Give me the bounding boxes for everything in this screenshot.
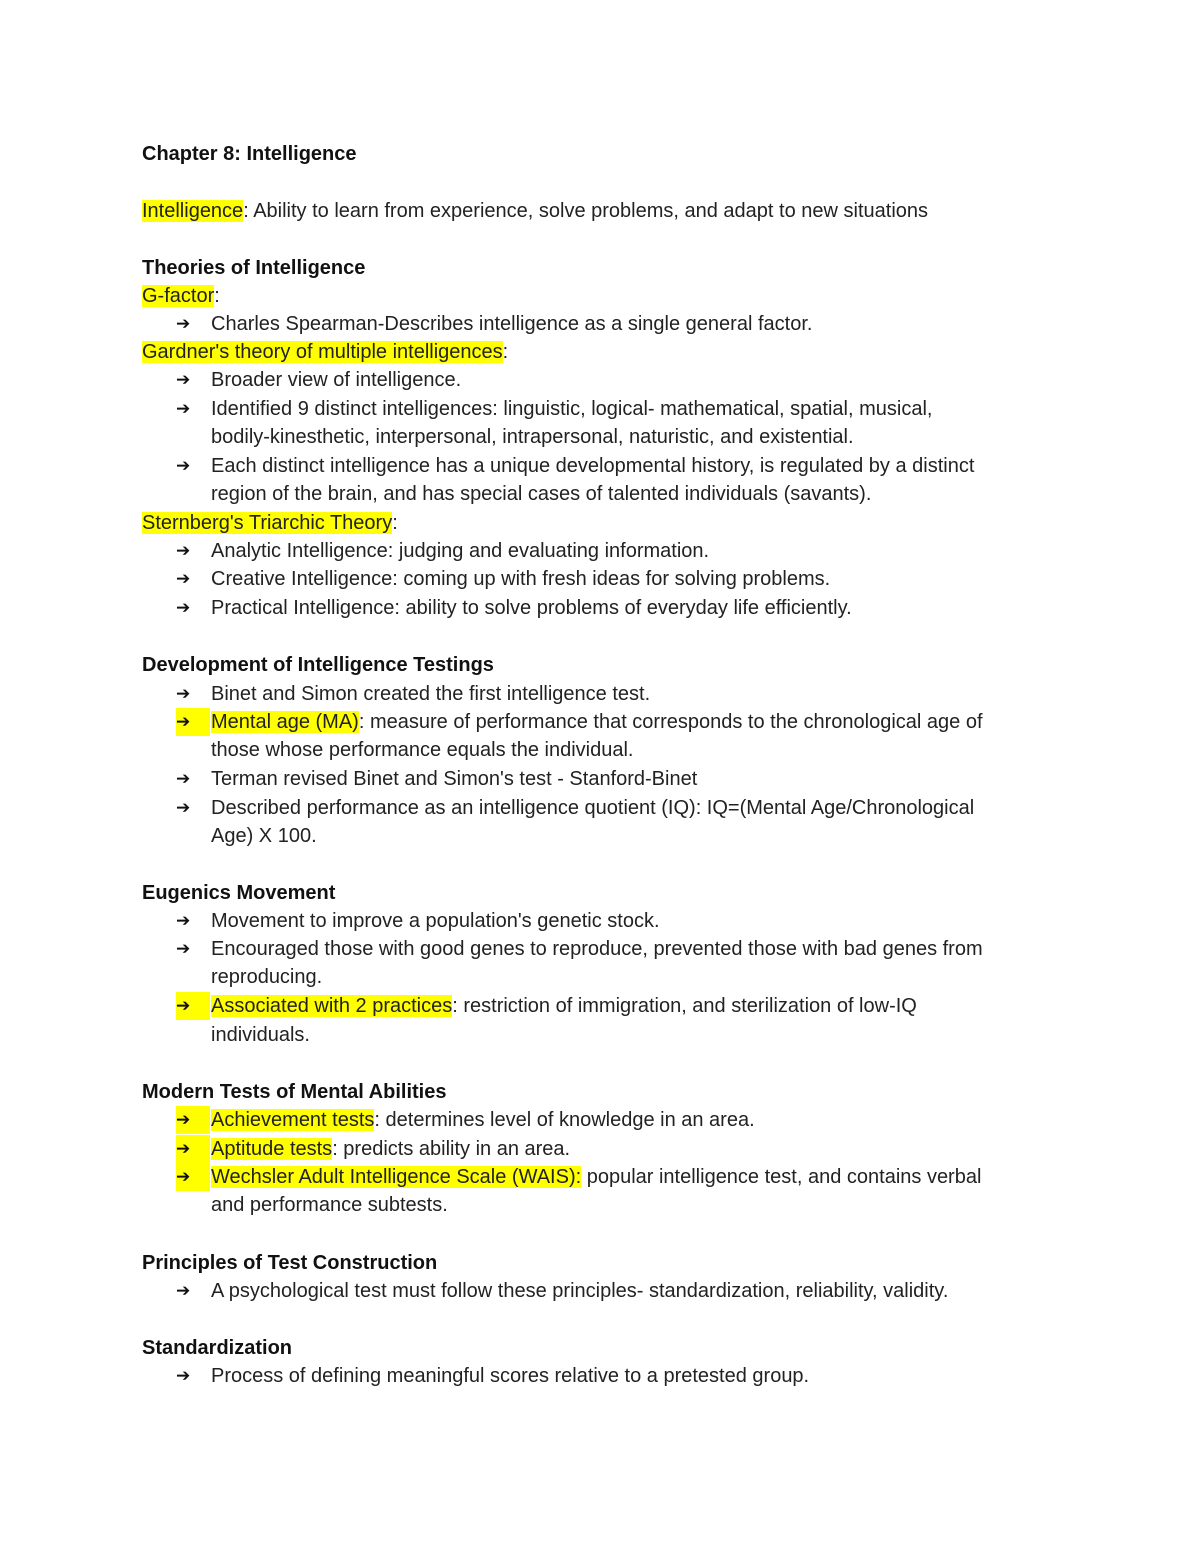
bullet-text: Analytic Intelligence: judging and evaluating information. [211, 540, 710, 562]
section-heading-principles: Principles of Test Construction [142, 1252, 438, 1274]
bullet-text: Encouraged those with good genes to reproduce, prevented those with bad genes from [211, 938, 983, 960]
bullet-text-rest: : determines level of knowledge in an area. [374, 1109, 755, 1131]
section-heading-standardization: Standardization [142, 1337, 293, 1359]
definition-text: Ability to learn from experience, solve problems, and adapt to new situations [248, 200, 929, 222]
arrow-bullet-icon: ➔ [176, 598, 191, 617]
arrow-bullet-icon: ➔ [176, 1366, 191, 1385]
separator: : [502, 341, 509, 363]
arrow-bullet-icon: ➔ [176, 1163, 210, 1191]
bullet-text-rest: popular intelligence test, and contains verbal [581, 1166, 982, 1188]
bullet-text-continued: and performance subtests. [211, 1194, 448, 1216]
bullet-text [211, 1135, 570, 1163]
bullet-text: Described performance as an intelligence quotient (IQ): IQ=(Mental Age/Chronological [211, 797, 975, 819]
bullet-text: Practical Intelligence: ability to solve problems of everyday life efficiently. [211, 597, 852, 619]
bullet-text-continued: Age) X 100. [211, 825, 317, 847]
chapter-title: Chapter 8: Intelligence [142, 143, 357, 165]
bullet-text: Charles Spearman-Describes intelligence as a single general factor. [211, 313, 813, 335]
bullet-text [211, 1106, 755, 1134]
bullet-text-continued: reproducing. [211, 966, 323, 988]
section-heading-eugenics: Eugenics Movement [142, 882, 336, 904]
arrow-bullet-icon: ➔ [176, 569, 191, 588]
highlighted-term: Wechsler Adult Intelligence Scale (WAIS): [211, 1166, 582, 1188]
arrow-bullet-icon: ➔ [176, 992, 210, 1020]
bullet-text-continued: region of the brain, and has special cases of talented individuals (savants). [211, 483, 872, 505]
highlighted-term: Intelligence [142, 200, 244, 222]
section-heading-modern-tests: Modern Tests of Mental Abilities [142, 1081, 447, 1103]
bullet-text: Creative Intelligence: coming up with fresh ideas for solving problems. [211, 568, 831, 590]
arrow-bullet-icon: ➔ [176, 456, 191, 475]
separator: : [243, 200, 249, 222]
separator: : [392, 512, 398, 534]
arrow-bullet-icon: ➔ [176, 684, 191, 703]
arrow-bullet-icon: ➔ [176, 1281, 191, 1300]
bullet-text [211, 1163, 981, 1191]
bullet-text: Identified 9 distinct intelligences: linguistic, logical- mathematical, spatial, musical, [211, 398, 933, 420]
arrow-bullet-icon: ➔ [176, 1135, 210, 1163]
highlighted-term: G-factor [142, 285, 215, 307]
bullet-text-continued: those whose performance equals the individual. [211, 739, 634, 761]
arrow-bullet-icon: ➔ [176, 1106, 210, 1134]
arrow-bullet-icon: ➔ [176, 708, 210, 736]
bullet-text: Binet and Simon created the first intelligence test. [211, 683, 651, 705]
bullet-text [211, 708, 983, 736]
arrow-bullet-icon: ➔ [176, 798, 191, 817]
arrow-bullet-icon: ➔ [176, 541, 191, 560]
bullet-text-continued: bodily-kinesthetic, interpersonal, intrapersonal, naturistic, and existential. [211, 426, 854, 448]
highlighted-term: Associated with 2 practices [211, 995, 453, 1017]
bullet-text-rest: : restriction of immigration, and sterilization of low-IQ [452, 995, 917, 1017]
highlighted-term: Mental age (MA) [211, 711, 359, 733]
highlighted-term: Aptitude tests [211, 1138, 333, 1160]
bullet-text-rest: : predicts ability in an area. [332, 1138, 571, 1160]
bullet-text: Movement to improve a population's genetic stock. [211, 910, 660, 932]
arrow-bullet-icon: ➔ [176, 769, 191, 788]
highlighted-term: Gardner's theory of multiple intelligences [142, 341, 503, 363]
section-heading-development: Development of Intelligence Testings [142, 654, 494, 676]
arrow-bullet-icon: ➔ [176, 939, 191, 958]
definition-line [142, 197, 928, 225]
subheading-gfactor [142, 282, 220, 310]
bullet-text-rest: : measure of performance that corresponds to the chronological age of [358, 711, 983, 733]
subheading-gardner [142, 338, 508, 366]
highlighted-term: Achievement tests [211, 1109, 375, 1131]
section-heading-theories: Theories of Intelligence [142, 257, 366, 279]
bullet-text: Each distinct intelligence has a unique developmental history, is regulated by a distinct [211, 455, 975, 477]
bullet-text: A psychological test must follow these principles- standardization, reliability, validity. [211, 1280, 949, 1302]
highlighted-term: Sternberg's Triarchic Theory [142, 512, 393, 534]
bullet-text-continued: individuals. [211, 1024, 310, 1046]
arrow-bullet-icon: ➔ [176, 911, 191, 930]
arrow-bullet-icon: ➔ [176, 399, 191, 418]
arrow-bullet-icon: ➔ [176, 370, 191, 389]
bullet-text [211, 992, 917, 1020]
bullet-text: Broader view of intelligence. [211, 369, 462, 391]
bullet-text: Terman revised Binet and Simon's test - Stanford-Binet [211, 768, 698, 790]
bullet-text: Process of defining meaningful scores relative to a pretested group. [211, 1365, 810, 1387]
arrow-bullet-icon: ➔ [176, 314, 191, 333]
separator: : [214, 285, 220, 307]
subheading-sternberg [142, 509, 398, 537]
